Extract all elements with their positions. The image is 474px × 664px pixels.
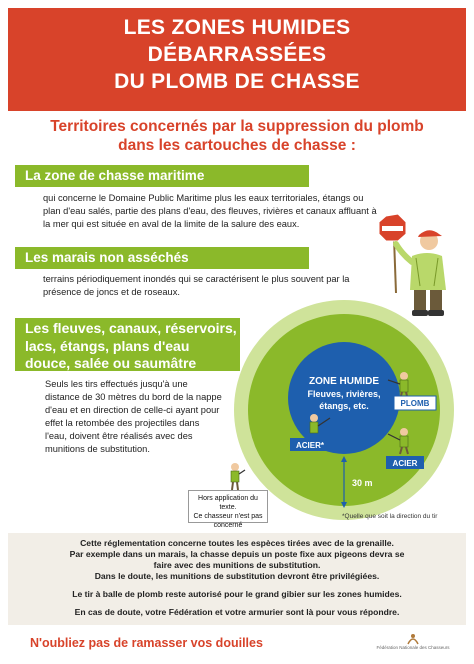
subtitle: [8, 117, 466, 155]
title-line-3: DU PLOMB DE CHASSE: [114, 70, 360, 93]
info-line-2: Par exemple dans un marais, la chasse depuis un poste fixe aux pigeons devra se: [69, 549, 405, 559]
info-line-1: Cette réglementation concerne toutes les espèces tirées avec de la grenaille.: [80, 538, 394, 548]
info-line-3: faire avec des munitions de substitution.: [153, 560, 321, 570]
info-line-4: Dans le doute, les munitions de substitution devront être privilégiées.: [94, 571, 380, 581]
reminder-text: N'oubliez pas de ramasser vos douilles: [30, 636, 263, 650]
fnc-logo: [368, 632, 458, 654]
section-heading-maritime: La zone de chasse maritime: [15, 165, 309, 187]
section-heading-fleuves: [15, 318, 240, 371]
section-heading-fleuves-line-3: douce, salée ou saumâtre: [25, 355, 197, 371]
title-line-2: DÉBARRASSÉES: [147, 43, 327, 66]
label-acier-1: ACIER*: [295, 441, 325, 450]
hunter-outside-figure: [224, 462, 246, 492]
footnote: *Quelle que soit la direction du tir: [342, 513, 438, 520]
section-heading-fleuves-line-1: Les fleuves, canaux, réservoirs,: [25, 320, 237, 336]
subtitle-line-1: Territoires concernés par la suppression du plomb: [50, 118, 424, 135]
note-line-2: Ce chasseur n'est pas: [193, 513, 263, 520]
note-line-3: concerné: [213, 522, 243, 529]
zone-sub-2: étangs, etc.: [319, 401, 369, 411]
info-line-6: En cas de doute, votre Fédération et votre armurier sont là pour vous répondre.: [74, 607, 400, 617]
subtitle-line-2: dans les cartouches de chasse :: [118, 137, 356, 154]
section-text-marais: terrains périodiquement inondés qui se caractérisent le plus souvent par la présence de joncs et de roseaux.: [43, 274, 350, 297]
label-plomb: PLOMB: [400, 399, 430, 408]
info-box: [8, 533, 466, 625]
title-line-1: LES ZONES HUMIDES: [123, 16, 351, 39]
section-heading-fleuves-line-2: lacs, étangs, plans d'eau: [25, 337, 190, 354]
title-banner: [8, 8, 466, 111]
section-text-fleuves: Seuls les tirs effectués jusqu'à une distance de 30 mètres du bord de la nappe d'eau et en direction de celle-ci ayant pour effet la retombée des projectiles dans l'eau, doivent être réalisés avec des munitions de substitution.: [45, 379, 222, 454]
section-text-maritime: qui concerne le Domaine Public Maritime plus les eaux territoriales, étangs ou plan d'eau salés, partie des plans d'eau, des fleuves, rivières et canaux affluant à la mer qui est située en aval de la limite de la salure des eaux.: [43, 193, 377, 229]
label-acier-2: ACIER: [392, 459, 418, 468]
fnc-logo-text: Fédération Nationale des Chasseurs: [376, 645, 450, 650]
outside-zone-note: [188, 490, 268, 529]
info-line-5: Le tir à balle de plomb reste autorisé pour le grand gibier sur les zones humides.: [72, 589, 402, 599]
distance-label: 30 m: [352, 478, 373, 488]
zone-sub-1: Fleuves, rivières,: [307, 389, 381, 399]
zone-title: ZONE HUMIDE: [309, 376, 379, 387]
note-line-1: Hors application du texte.: [198, 495, 258, 511]
fnc-logo-mark: [368, 632, 458, 646]
section-heading-marais: Les marais non asséchés: [15, 247, 309, 269]
